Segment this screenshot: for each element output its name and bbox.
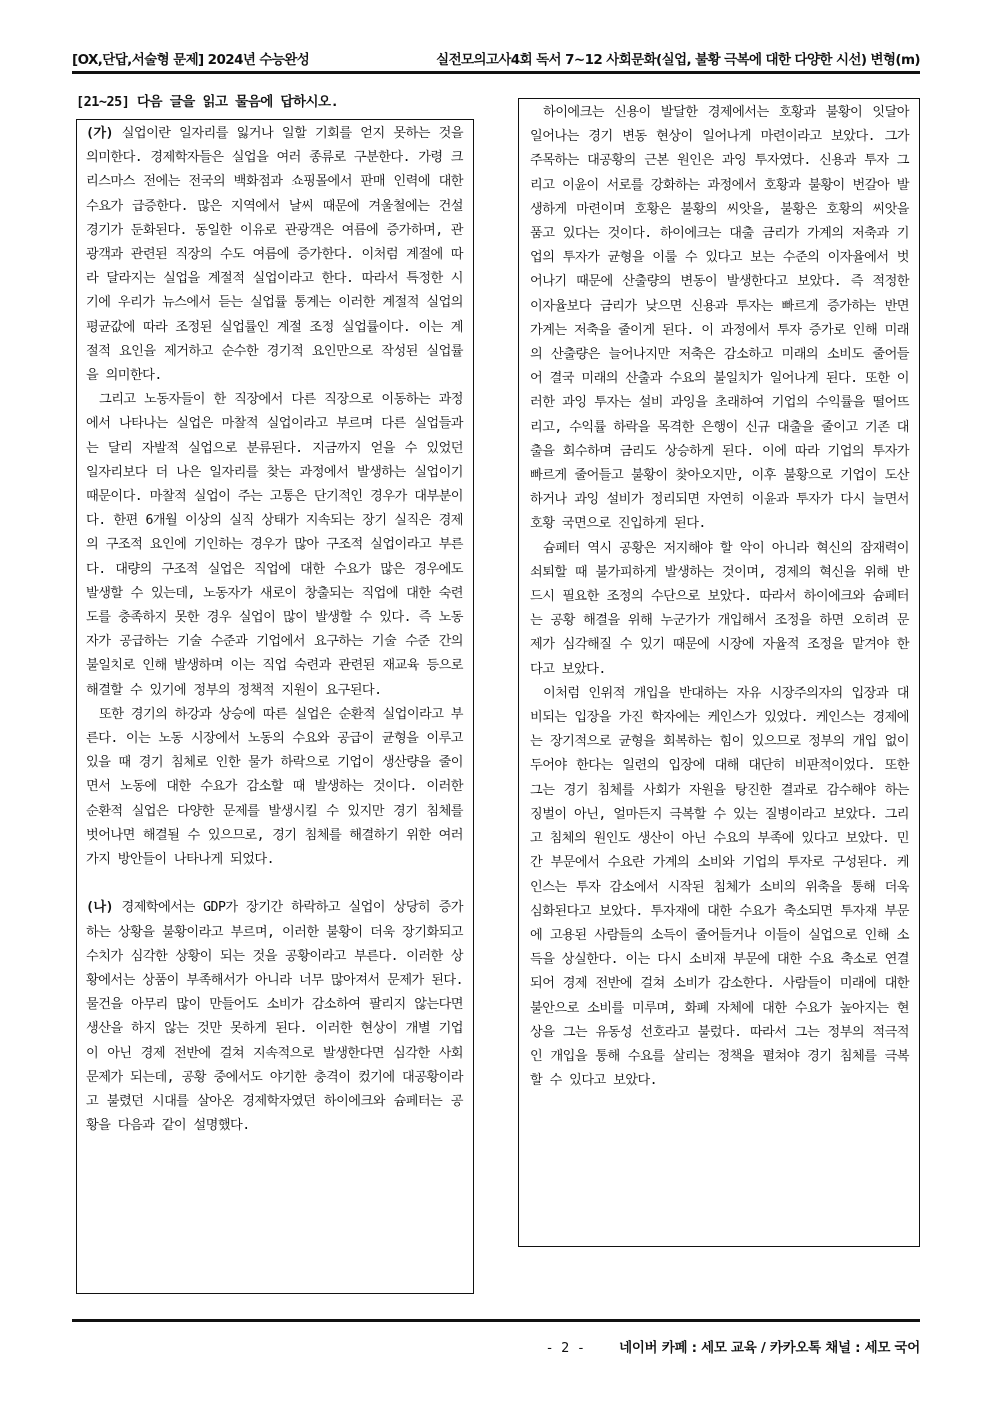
- passage-na-paragraph-2: 하이에크는 신용이 발달한 경제에서는 호황과 불황이 잇달아 일어나는 경기 변동 현상이 일어나게 마련이라고 보았다. 그가 주목하는 대공황의 근본 원인은 과잉 투자였다. 신용과 투자 그리고 이윤이 서로를 강화하는 과정에서 호황과 불황이 번갈아 발생하게 마련이며 호황은 불황의 씨앗을, 불황은 호황의 씨앗을 품고 있다는 것이다. 하이에크는 대출 금리가 가계의 저축과 기업의 투자가 균형을 이룰 수 있다고 보는 수준의 이자율에서 벗어나기 때문에 산출량의 변동이 발생한다고 보았다. 즉 적정한 이자율보다 금리가 낮으면 신용과 투자는 빠르게 증가하는 반면 가계는 저축을 줄이게 된다. 이 과정에서 투자 증가로 인해 미래의 산출량은 늘어나지만 저축은 감소하고 미래의 소비도 줄어들어 결국 미래의 산출과 수요의 불일치가 일어나게 된다. 또한 이러한 과잉 투자는 설비 과잉을 초래하여 기업의 수익률을 떨어뜨리고, 수익률 하락을 목격한 은행이 신규 대출을 줄이고 기존 대출을 회수하며 금리도 상승하게 된다. 이에 따라 기업의 투자가 빠르게 줄어들고 불황이 찾아오지만, 이후 불황으로 기업이 도산하거나 과잉 설비가 정리되면 자연히 이윤과 투자가 다시 늘면서 호황 국면으로 진입하게 된다.: [530, 105, 909, 532]
- header-rule: [72, 71, 920, 74]
- passage-na-text-1: 경제학에서는 GDP가 장기간 하락하고 실업이 상당히 증가하는 상황을 불황이라고 부르며, 이러한 불황이 더욱 장기화되고 수치가 심각한 상황이 되는 것을 공황이라고 부른다. 이러한 상황에서는 상품이 부족해서가 아니라 너무 많아져서 문제가 된다. 물건을 아무리 많이 만들어도 소비가 감소하여 팔리지 않는다면 생산을 하지 않는 것만 못하게 된다. 이러한 현상이 개별 기업이 아닌 경제 전반에 걸쳐 지속적으로 발생한다면 심각한 사회 문제가 되는데, 공황 중에서도 야기한 충격이 컸기에 대공황이라고 불렸던 시대를 살아온 경제학자였던 하이에크와 슘페터는 공황을 다음과 같이 설명했다.: [86, 900, 463, 1134]
- passage-ga-paragraph-1: [86, 122, 463, 388]
- passage-na-paragraph-3: 슘페터 역시 공황은 저지해야 할 악이 아니라 혁신의 잠재력이 쇠퇴할 때 불가피하게 발생하는 것이며, 경제의 혁신을 위해 반드시 필요한 조정의 수단으로 보았다. 따라서 하이에크와 슘페터는 공황 해결을 위해 누군가가 개입해서 조정을 하면 오히려 문제가 심각해질 수 있기 때문에 시장에 자율적 조정을 맡겨야 한다고 보았다.: [530, 540, 909, 677]
- paragraph-gap: [86, 872, 463, 896]
- page-number: - 2 -: [545, 1340, 585, 1356]
- page-footer: [546, 1336, 920, 1356]
- header-left-title: [OX,단답,서술형 문제] 2024년 수능완성: [72, 52, 310, 68]
- question-heading: [21~25] 다음 글을 읽고 물음에 답하시오.: [76, 94, 339, 110]
- passage-box-right: [518, 98, 920, 1247]
- passage-na-paragraph-1: [86, 896, 463, 1138]
- footer-rule: [72, 1319, 920, 1322]
- passage-na-paragraph-4: 이처럼 인위적 개입을 반대하는 자유 시장주의자의 입장과 대비되는 입장을 가진 학자에는 케인스가 있었다. 케인스는 경제에는 장기적으로 균형을 회복하는 힘이 있으므로 정부의 개입 없이 두어야 한다는 일련의 입장에 대해 대단히 비판적이었다. 또한 그는 경기 침체를 사회가 자원을 탕진한 결과로 감수해야 하는 징벌이 아닌, 얼마든지 극복할 수 있는 질병이라고 보았다. 그리고 침체의 원인도 생산이 아닌 수요의 부족에 있다고 보았다. 민간 부문에서 수요란 가계의 소비와 기업의 투자로 구성된다. 케인스는 투자 감소에서 시작된 침체가 소비의 위축을 통해 더욱 심화된다고 보았다. 투자재에 대한 수요가 축소되면 투자재 부문에 고용된 사람들의 소득이 줄어들거나 이들이 실업으로 인해 소득을 상실한다. 이는 다시 소비재 부문에 대한 수요 축소로 연결되어 경제 전반에 걸쳐 소비가 감소한다. 사람들이 미래에 대한 불안으로 소비를 미루며, 화폐 자체에 대한 수요가 높아지는 현상을 그는 유동성 선호라고 불렀다. 따라서 그는 정부의 적극적인 개입을 통해 수요를 살리는 정책을 펼쳐야 경기 침체를 극복할 수 있다고 보았다.: [530, 685, 909, 1089]
- footer-text: 네이버 카페 : 세모 교육 / 카카오톡 채널 : 세모 국어: [619, 1340, 920, 1356]
- passage-ga-paragraph-2: 그리고 노동자들이 한 직장에서 다른 직장으로 이동하는 과정에서 나타나는 실업은 마찰적 실업이라고 부르며 다른 실업들과는 달리 자발적 실업으로 분류된다. 지금까지 얻을 수 있었던 일자리보다 더 나은 일자리를 찾는 과정에서 발생하는 실업이기 때문이다. 마찰적 실업이 주는 고통은 단기적인 경우가 대부분이다. 한편 6개월 이상의 실직 상태가 지속되는 장기 실직은 경제의 구조적 요인에 기인하는 경우가 많아 구조적 실업이라고 부른다. 대량의 구조적 실업은 직업에 대한 수요가 많은 경우에도 발생할 수 있는데, 노동자가 새로이 창출되는 직업에 대한 숙련도를 충족하지 못한 경우 실업이 많이 발생할 수 있다. 즉 노동자가 공급하는 기술 수준과 기업에서 요구하는 기술 수준 간의 불일치로 인해 발생하며 이는 직업 숙련과 관련된 재교육 등으로 해결할 수 있기에 정부의 정책적 지원이 요구된다.: [86, 392, 463, 698]
- passage-box-left: [76, 119, 474, 1294]
- passage-ga-label: (가): [86, 126, 113, 141]
- page-header: [72, 42, 920, 68]
- passage-ga-paragraph-3: 또한 경기의 하강과 상승에 따른 실업은 순환적 실업이라고 부른다. 이는 노동 시장에서 노동의 수요와 공급이 균형을 이루고 있을 때 경기 침체로 인한 물가 하락으로 기업이 생산량을 줄이면서 노동에 대한 수요가 감소할 때 발생하는 것이다. 이러한 순환적 실업은 다양한 문제를 발생시킬 수 있지만 경기 침체를 벗어나면 해결될 수 있으므로, 경기 침체를 해결하기 위한 여러 가지 방안들이 나타나게 되었다.: [86, 706, 463, 868]
- passage-na-label: (나): [86, 900, 113, 916]
- header-right-title: 실전모의고사4회 독서 7~12 사회문화(실업, 불황 극복에 대한 다양한 시선) 변형(m): [436, 52, 920, 68]
- passage-ga-text-1: 실업이란 일자리를 잃거나 일할 기회를 얻지 못하는 것을 의미한다. 경제학자들은 실업을 여러 종류로 구분한다. 가령 크리스마스 전에는 전국의 백화점과 쇼핑몰에서 판매 인력에 대한 수요가 급증한다. 많은 지역에서 날씨 때문에 겨울철에는 건설 경기가 둔화된다. 동일한 이유로 관광객은 여름에 증가하며, 관광객과 관련된 직장의 수도 여름에 증가한다. 이처럼 계절에 따라 달라지는 실업을 계절적 실업이라고 한다. 따라서 특정한 시기에 우리가 뉴스에서 듣는 실업률 통계는 이러한 계절적 실업의 평균값에 따라 조정된 실업률인 계절 조정 실업률이다. 이는 계절적 요인을 제거하고 순수한 경기적 요인만으로 작성된 실업률을 의미한다.: [86, 126, 464, 384]
